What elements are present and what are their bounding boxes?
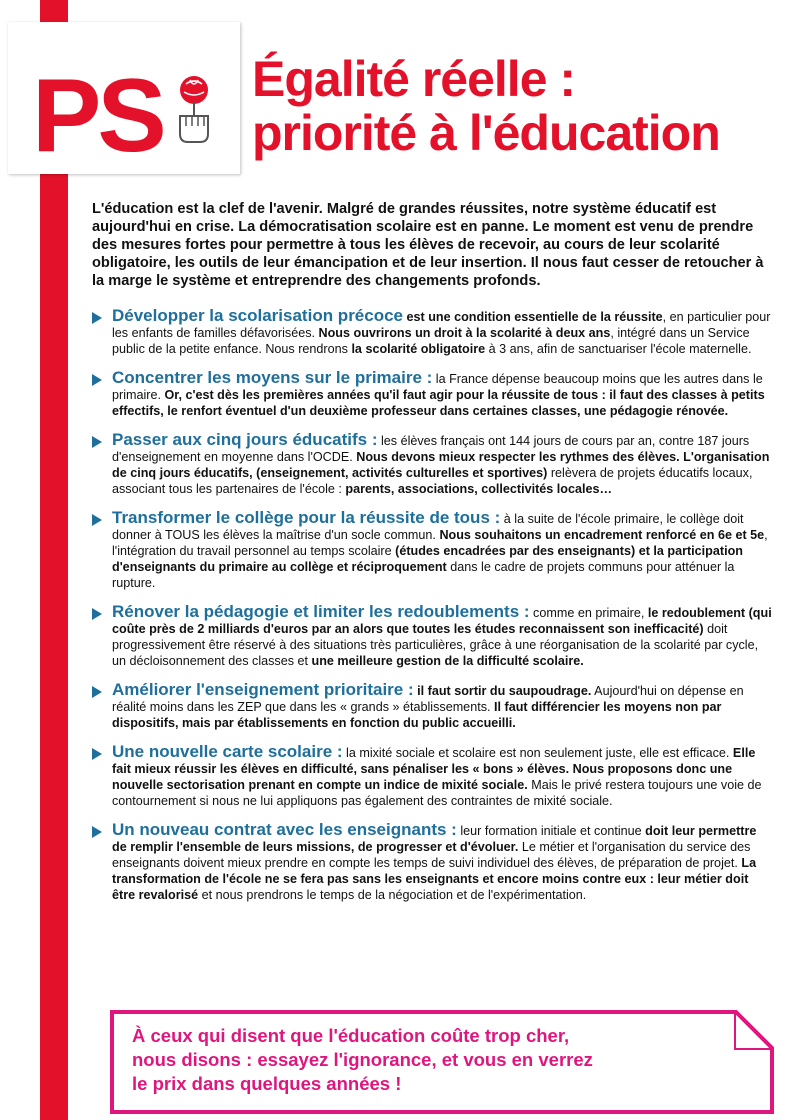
proposal-text: (études encadrées par des enseignants) et la participation d'enseignants du primaire au collège et réciproquement [112,544,743,574]
proposal-text: les élèves français ont 144 jours de cours par an, contre 187 jours d'enseignement en moyenne dans l'OCDE. [112,434,750,464]
proposal-text: Nous ouvrirons un droit à la scolarité à deux ans [318,326,611,340]
proposal-heading: Une nouvelle carte scolaire : [112,742,343,761]
proposal-heading: Concentrer les moyens sur le primaire : [112,368,433,387]
bullet-arrow-icon [92,748,102,760]
proposal-heading: Un nouveau contrat avec les enseignants : [112,820,457,839]
proposal-text: La transformation de l'école ne se fera pas sans les enseignants et encore moins contre eux : leur métier doit être revalorisé [112,856,757,902]
proposal-3 [92,432,772,497]
title-line-1: Égalité réelle : [252,51,576,107]
proposal-text: et nous prendrons le temps de la négociation et de l'expérimentation. [198,888,587,902]
proposal-text: Aujourd'hui on dépense en réalité moins dans les ZEP que dans les « grands » établissements. [112,684,744,714]
bullet-arrow-icon [92,514,102,526]
proposal-text: Nous souhaitons un encadrement renforcé en 6e et 5e [439,528,765,542]
logo-text: PS [32,58,163,174]
proposal-text: leur formation initiale et continue [456,824,646,838]
quote-box [110,1010,774,1114]
proposal-text: doit leur permettre de remplir l'ensemble de leurs missions, de progresser et d'évoluer. [112,824,757,854]
proposal-text: Mais le privé restera toujours une voie de contournement si nous ne lui appliquons pas également des contraintes de mixité sociale. [112,778,762,808]
proposal-1 [92,308,772,357]
bullet-arrow-icon [92,608,102,620]
proposal-text: , intégré dans un Service public de la petite enfance. Nous rendrons [112,326,750,356]
ps-logo [8,22,240,174]
proposal-heading: Rénover la pédagogie et limiter les redoublements : [112,602,530,621]
quote-line-1: À ceux qui disent que l'éducation coûte trop cher, [132,1025,570,1046]
proposal-text: la France dépense beaucoup moins que les autres dans le primaire. [112,372,763,402]
proposal-text: il faut sortir du saupoudrage. [413,684,592,698]
proposal-text: est une condition essentielle de la réussite [403,310,663,324]
title-line-2: priorité à l'éducation [252,105,720,161]
proposal-text: la mixité sociale et scolaire est non seulement juste, elle est efficace. [342,746,733,760]
proposal-8 [92,822,772,903]
proposal-2 [92,370,772,419]
proposal-text: le redoublement (qui coûte près de 2 milliards d'euros par an alors que toutes les études reconnaissent son inefficacité) [112,606,772,636]
quote-line-2: nous disons : essayez l'ignorance, et vous en verrez [132,1049,593,1070]
proposal-text: à la suite de l'école primaire, le collège doit donner à TOUS les élèves la maîtrise d'un socle commun. [112,512,744,542]
proposal-text: , l'intégration du travail personnel au temps scolaire [112,528,768,558]
proposal-text: Il faut différencier les moyens non par dispositifs, mais par établissements en fonction du public accueilli. [112,700,722,730]
bullet-arrow-icon [92,826,102,838]
bullet-arrow-icon [92,374,102,386]
proposal-4 [92,510,772,591]
proposal-text: Or, c'est dès les premières années qu'il faut agir pour la réussite de tous : il faut des classes à petits effectifs, le renfort éventuel d'un deuxième professeur dans certaines classes, une pédagogie rénovée. [112,388,765,418]
proposal-7 [92,744,772,809]
proposal-text: doit progressivement être réservé à des situations très particulières, grâce à une réorganisation de la scolarité par cycle, un décloisonnement des classes et [112,622,759,668]
proposal-6 [92,682,772,731]
fist-rose-icon [164,72,224,144]
quote-text [132,1024,593,1096]
bullet-arrow-icon [92,436,102,448]
proposal-text: comme en primaire, [529,606,648,620]
proposal-text: Nous devons mieux respecter les rythmes des élèves. L'organisation de cinq jours éducatifs, (enseignement, activités culturelles et sportives) [112,450,770,480]
page-title [252,52,720,160]
proposal-5 [92,604,772,669]
proposal-text: , en particulier pour les enfants de familles défavorisées. [112,310,771,340]
proposal-text: dans le cadre de projets communs pour atténuer la rupture. [112,560,735,590]
proposal-heading: Transformer le collège pour la réussite de tous : [112,508,501,527]
proposal-text: Le métier et l'organisation du service des enseignants doivent mieux prendre en compte les temps de suivi individuel des élèves, de préparation de projet. [112,840,751,870]
quote-line-3: le prix dans quelques années ! [132,1073,402,1094]
proposal-heading: Améliorer l'enseignement prioritaire : [112,680,414,699]
proposal-text: une meilleure gestion de la difficulté scolaire. [311,654,584,668]
bullet-arrow-icon [92,312,102,324]
proposal-text: relèvera de projets éducatifs locaux, associant tous les partenaires de l'école : [112,466,753,496]
folded-corner-icon [734,1010,774,1050]
proposals-list [92,308,772,916]
proposal-heading: Développer la scolarisation précoce [112,306,404,325]
proposal-text: à 3 ans, afin de sanctuariser l'école maternelle. [485,342,752,356]
intro-paragraph: L'éducation est la clef de l'avenir. Malgré de grandes réussites, notre système éducatif est aujourd'hui en crise. La démocratisation scolaire est en panne. Le moment est venu de prendre des mesures fortes pour permettre à tous les élèves de recevoir, au cours de leur scolarité obligatoire, les outils de leur émancipation et de leur insertion. Il nous faut cesser de retoucher à la marge le système et entreprendre des changements profonds. [92,201,764,289]
proposal-text: parents, associations, collectivités locales… [345,482,613,496]
proposal-text: Elle fait mieux réussir les élèves en difficulté, sans pénaliser les « bons » élèves. Nous proposons donc une nouvelle sectorisation prenant en compte un indice de mixité sociale. [112,746,756,792]
bullet-arrow-icon [92,686,102,698]
proposal-text: la scolarité obligatoire [351,342,486,356]
proposal-heading: Passer aux cinq jours éducatifs : [112,430,378,449]
